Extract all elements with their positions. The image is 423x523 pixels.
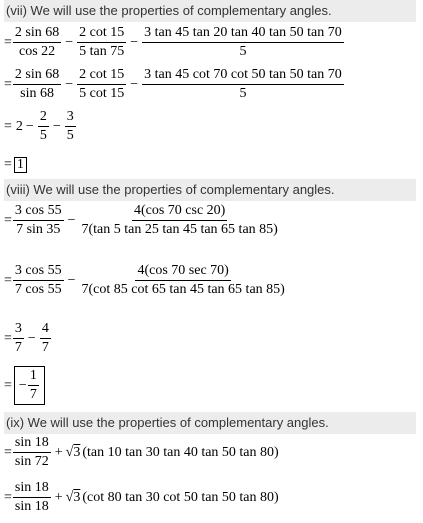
vii-line-2: = $\frac{2 \sin 68}{\sin 68}$ − $\frac{2 \cot 15}{5 \cot 15}$ − $\frac{3 \tan 45 \cot 70 \cot 50 \tan 50 \tan 70}{5}$	[4, 67, 342, 101]
note-viii: (viii) We will use the properties of complementary angles.	[4, 179, 416, 201]
vii-result: = 1	[4, 157, 27, 173]
vii-line-1: = $\frac{2 \sin 68}{\cos 22}$ − $\frac{2 \cot 15}{5 \tan 75}$ − $\frac{3 \tan 45 \tan 20 \tan 40 \tan 50 \tan 70}{5}$	[4, 25, 342, 59]
ix-line-2: = $\frac{\sin 18}{\sin 18}$ + √3 (cot 80 tan 30 cot 50 tan 50 tan 80)	[4, 480, 279, 514]
viii-line-2: = $\frac{3 \cos 55}{7 \cos 55}$ − $\frac{4(\cos 70 \sec 70)}{7(\cot 85 \cot 65 \tan 45 \tan 65 \tan 85)}$	[4, 263, 285, 297]
note-vii: (vii) We will use the properties of complementary angles.	[4, 0, 416, 22]
vii-line-3: = 2 − $\frac{2}{5}$ − $\frac{3}{5}$	[4, 109, 74, 143]
note-ix: (ix) We will use the properties of complementary angles.	[4, 412, 416, 434]
ix-line-1: = $\frac{\sin 18}{\sin 72}$ + √3 (tan 10 tan 30 tan 40 tan 50 tan 80)	[4, 435, 279, 469]
viii-line-1: = $\frac{3 \cos 55}{7 \sin 35}$ − $\frac{4(\cos 70 \csc 20)}{7(\tan 5 \tan 25 \tan 45 \tan 65 \tan 85)}$	[4, 203, 278, 237]
viii-line-3: = $\frac{3}{7}$ − $\frac{4}{7}$	[4, 321, 49, 355]
viii-result: = − $\frac{1}{7}$	[4, 366, 45, 405]
